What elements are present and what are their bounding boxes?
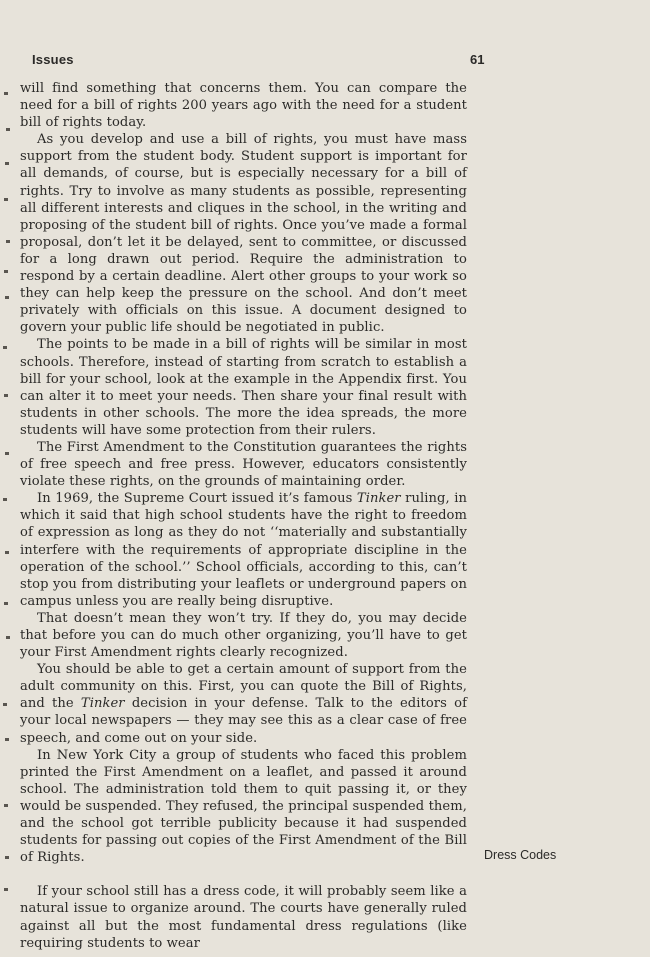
paragraph-5 [20,490,467,610]
paragraph-8: In New York City a group of students who faced this problem printed the First Amendment on a leaflet, and passed it around school. The administration told them to quit passing it, or they would be suspended. They refused, the principal suspended them, and the school got terrible publicity because it had suspended students for passing out copies of the First Amendment of the Bill of Rights. [20,747,467,866]
paragraph-9: If your school still has a dress code, it will probably seem like a natural issue to organize around. The courts have generally ruled against all but the most fundamental dress regulations (like requiring students to wear [20,884,467,951]
binding-margin-marks [0,0,20,957]
paragraph-5-text-after: ruling, in which it said that high school students have the right to freedom of expression as long as they do not ‘‘materially and substantially interfere with the requirements of appropriate discipline in the operation of the school.’’ School officials, according to this, can’t stop you from distributing your leaflets or underground papers on campus unless you are really being disruptive. [20,491,468,609]
paragraph-7-text-after: decision in your defense. Talk to the editors of your local newspapers — they may see this as a clear case of free speech, and come out on your side. [20,696,467,746]
paragraph-3: The points to be made in a bill of rights will be similar in most schools. Therefore, instead of starting from scratch to establish a bill for your school, look at the example in the Appendix first. You can alter it to meet your needs. Then share your final result with students in other schools. The more the idea spreads, the more students will have some protection from their rulers. [20,337,467,438]
running-header-section: Issues [32,52,74,67]
paragraph-4: The First Amendment to the Constitution guarantees the rights of free speech and free press. However, educators consistently violate these rights, on the grounds of maintaining order. [20,439,467,490]
margin-heading-dress-codes: Dress Codes [484,848,557,862]
paragraph-2: As you develop and use a bill of rights, you must have mass support from the student body. Student support is important for all demands, of course, but is especially necessary for a bill of rights. Try to involve as many students as possible, representing all different interests and cliques in the school, in the writing and proposing of the student bill of rights. Once you’ve made a formal proposal, don’t let it be delayed, sent to committee, or discussed for a long drawn out period. Require the administration to respond by a certain deadline. Alert other groups to your work so they can help keep the pressure on the school. And don’t meet privately with officials on this issue. A document designed to govern your public life should be negotiated in public. [20,132,467,336]
paragraph-1: will find something that concerns them. You can compare the need for a bill of rights 200 years ago with the need for a student bill of rights today. [20,81,467,131]
paragraph-7-text-before: You should be able to get a certain amount of support from the adult community on this. First, you can quote the Bill of Rights, and the [20,662,467,712]
paragraph-5-case-name: Tinker [356,491,401,507]
paragraph-6: That doesn’t mean they won’t try. If they do, you may decide that before you can do much other organizing, you’ll have to get your First Amendment rights clearly recognized. [20,610,467,661]
paragraph-7 [20,661,467,746]
body-text [20,80,467,952]
paragraph-7-case-name: Tinker [80,696,125,712]
page-number: 61 [470,52,485,67]
paragraph-5-text-before: In 1969, the Supreme Court issued it’s famous [37,491,357,507]
